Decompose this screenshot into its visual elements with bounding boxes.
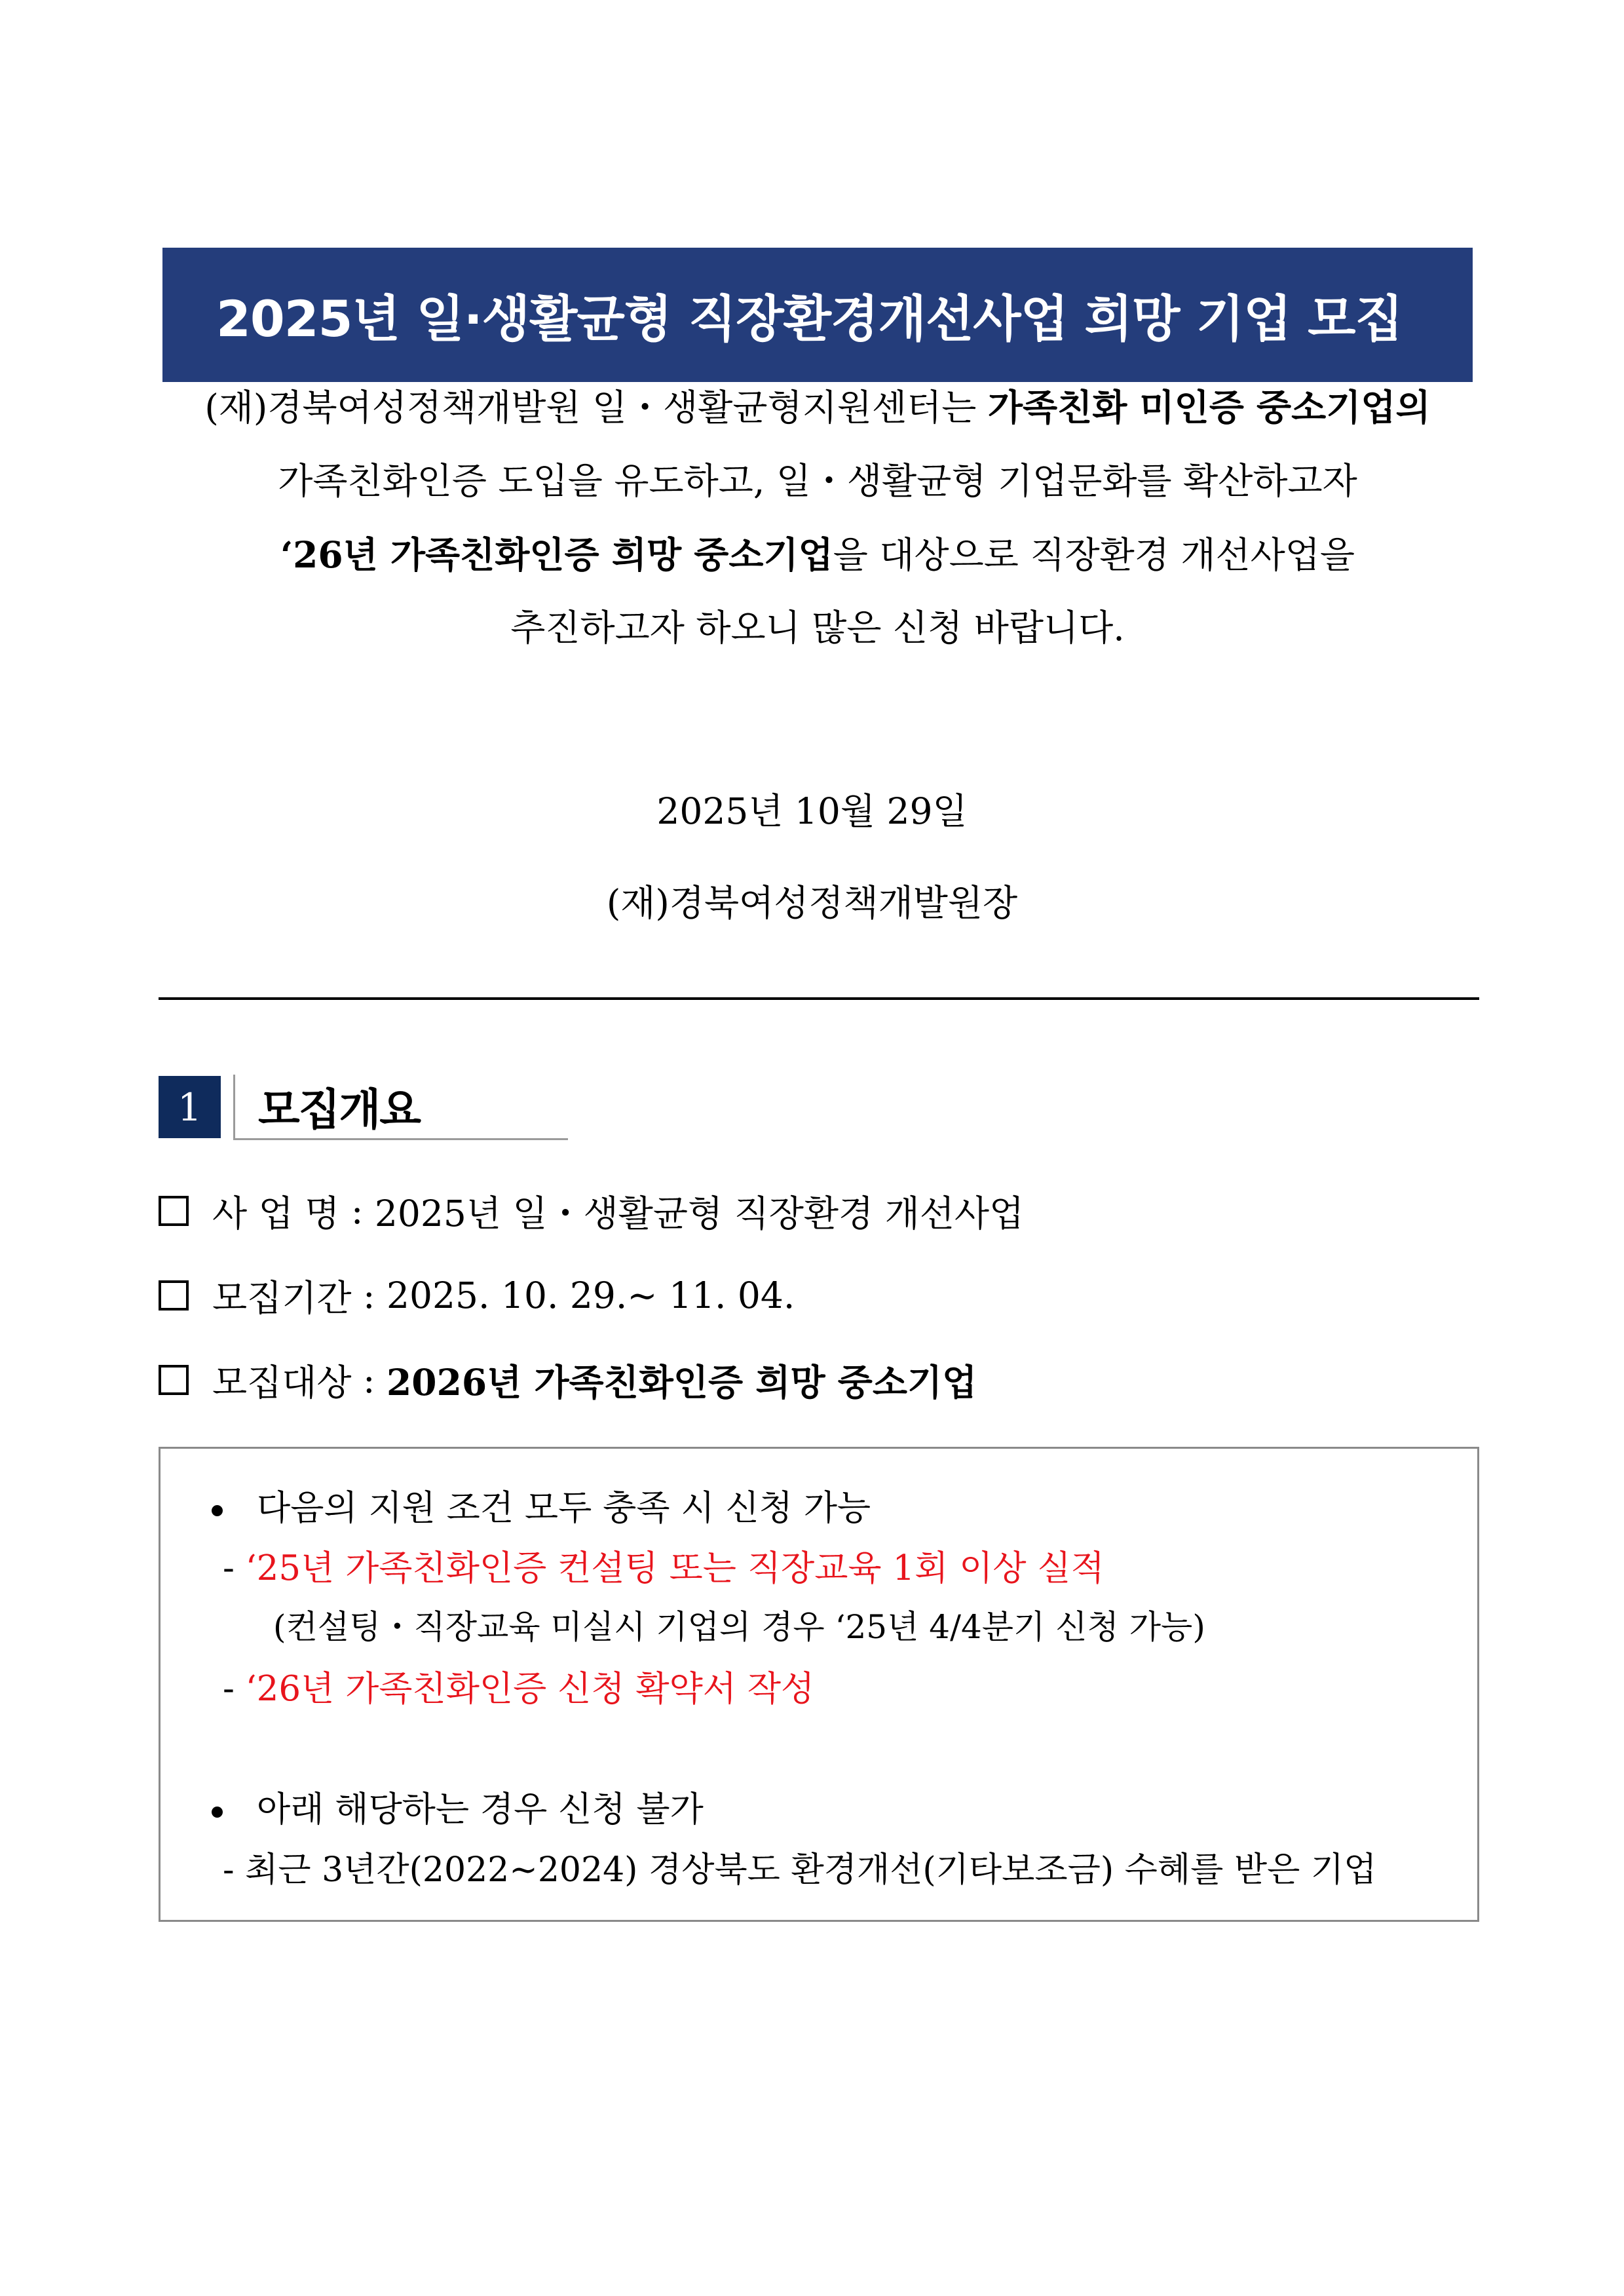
intro-text: (재)경북여성정책개발원 일・생활균형지원센터는 — [204, 387, 988, 429]
bullet-eligibility — [212, 1480, 871, 1530]
item-label: 모집기간 — [212, 1277, 352, 1319]
item-separator: : — [339, 1189, 375, 1232]
page-title: 2025년 일·생활균형 직장환경개선사업 희망 기업 모집 — [216, 290, 1403, 348]
section-title: 모집개요 — [258, 1084, 421, 1135]
dash: - — [223, 1548, 246, 1588]
bullet-text: 다음의 지원 조건 모두 충족 시 신청 가능 — [257, 1488, 871, 1528]
intro-emphasis: 가족친화 미인증 중소기업의 — [987, 387, 1431, 429]
conditions-box — [159, 1447, 1479, 1922]
condition-text: ‘25년 가족친화인증 컨설팅 또는 직장교육 1회 이상 실적 — [245, 1548, 1105, 1588]
condition-1 — [223, 1540, 1105, 1590]
bullet-text: 아래 해당하는 경우 신청 불가 — [257, 1789, 704, 1829]
overview-item-target — [159, 1354, 977, 1406]
intro-line-4: 추진하고자 하오니 많은 신청 바랍니다. — [510, 607, 1125, 649]
announcement-date: 2025년 10월 29일 — [656, 790, 968, 832]
item-label: 사 업 명 — [212, 1193, 340, 1234]
bullet-icon — [212, 1505, 223, 1516]
condition-2 — [223, 1661, 814, 1711]
intro-line-3 — [162, 533, 1473, 576]
bullet-exclusion — [212, 1782, 704, 1831]
intro-text: 을 대상으로 직장환경 개선사업을 — [833, 534, 1355, 576]
item-separator: : — [351, 1358, 387, 1401]
dash: - — [223, 1669, 246, 1709]
overview-item-period — [159, 1269, 795, 1321]
checkbox-icon — [159, 1280, 189, 1311]
condition-text: ‘26년 가족친화인증 신청 확약서 작성 — [245, 1669, 815, 1709]
checkbox-icon — [159, 1365, 189, 1395]
overview-item-name — [159, 1185, 1024, 1236]
divider — [159, 997, 1479, 1000]
checkbox-icon — [159, 1196, 189, 1226]
bullet-icon — [212, 1807, 223, 1818]
section-divider — [233, 1075, 235, 1140]
title-banner — [162, 248, 1473, 382]
section-number: 1 — [159, 1076, 221, 1138]
item-value: 2025. 10. 29.~ 11. 04. — [387, 1274, 795, 1316]
item-label: 모집대상 — [212, 1362, 352, 1404]
intro-emphasis: ‘26년 가족친화인증 희망 중소기업 — [280, 533, 833, 576]
intro-line-2: 가족친화인증 도입을 유도하고, 일・생활균형 기업문화를 확산하고자 — [278, 460, 1357, 502]
item-value: 2025년 일・생활균형 직장환경 개선사업 — [374, 1193, 1025, 1234]
section-underline — [235, 1138, 568, 1140]
condition-1-note: (컨설팅・직장교육 미실시 기업의 경우 ‘25년 4/4분기 신청 가능) — [273, 1608, 1205, 1646]
issuer-name: (재)경북여성정책개발원장 — [606, 882, 1018, 924]
exclusion-1: - 최근 3년간(2022~2024) 경상북도 환경개선(기타보조금) 수혜를 받은 기업 — [223, 1850, 1377, 1890]
item-separator: : — [351, 1274, 387, 1316]
item-value: 2026년 가족친화인증 희망 중소기업 — [387, 1361, 977, 1404]
intro-line-1 — [162, 387, 1473, 429]
